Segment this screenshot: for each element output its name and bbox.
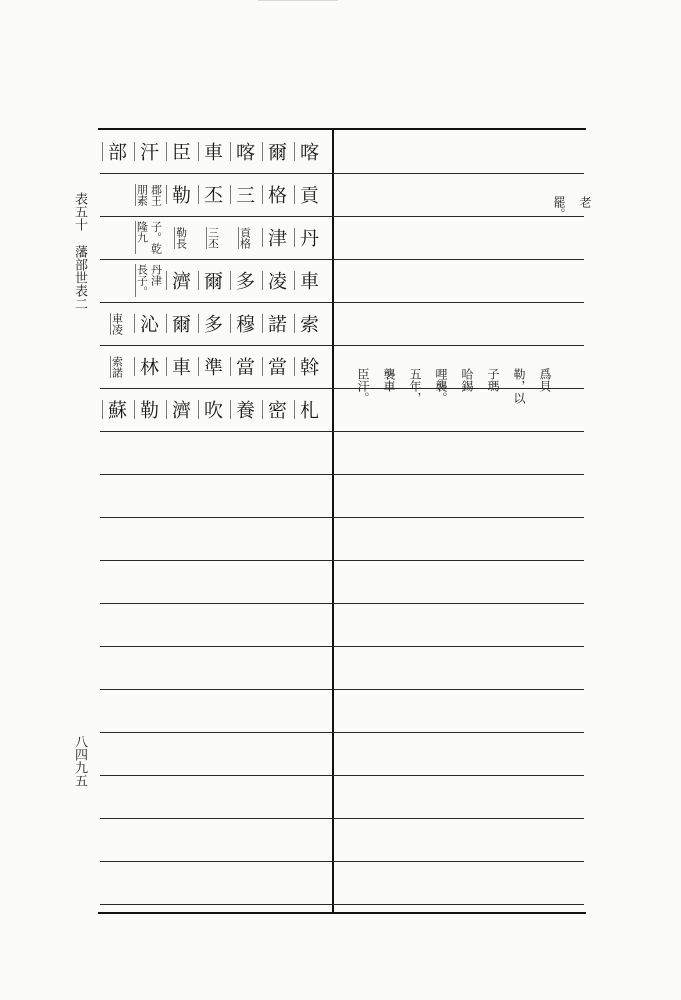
table-cell: [100, 142, 132, 161]
cell-small-line: 索諾: [110, 355, 124, 378]
table-cell: [292, 185, 324, 204]
cell-char: 濟: [166, 271, 194, 290]
cell-char: 凌: [262, 271, 290, 290]
side-title-part1: 表五十: [72, 192, 87, 231]
cell-char: 丕: [198, 185, 226, 204]
note-row6-col4: 哈錫: [460, 368, 474, 392]
table-cell: [196, 185, 228, 204]
cell-char: 斡: [294, 357, 322, 376]
cell-char: 養: [230, 400, 258, 419]
table-cell: [164, 142, 196, 161]
cell-small-line: 隆九: [135, 221, 149, 243]
table-cell: [228, 142, 260, 161]
row-rule: [100, 431, 584, 432]
cell-char: 津: [262, 228, 290, 247]
cell-char: 丹: [294, 228, 322, 247]
note-row1: [540, 196, 592, 220]
cell-small-text: [135, 264, 162, 297]
table-cell: [100, 313, 132, 335]
note-row6-col3: 子瑪: [486, 368, 500, 392]
table-cell: [164, 227, 196, 249]
cell-char: 車: [166, 357, 194, 376]
note-row6-col6: 五年，: [408, 368, 422, 404]
cell-char: 索: [294, 314, 322, 333]
table-cell: [196, 357, 228, 376]
cell-char: 車: [198, 142, 226, 161]
table-cell: [292, 228, 324, 247]
table-row: [100, 345, 332, 388]
table-cell: [100, 356, 132, 378]
side-title-part2: 藩部世表二: [72, 245, 87, 310]
scan-edge-line: [258, 0, 338, 1]
cell-char: 當: [262, 357, 290, 376]
cell-char: 爾: [166, 314, 194, 333]
table-row: [100, 302, 332, 345]
table-cell: [260, 271, 292, 290]
cell-small-line: 長子。: [135, 264, 149, 297]
table-cell: [260, 400, 292, 419]
note-row6-col2: 勒，以: [512, 368, 526, 404]
note-row6-col1: 爲貝: [538, 368, 552, 392]
table-row: [100, 216, 332, 259]
row-rule: [100, 861, 584, 862]
cell-char: 濟: [166, 400, 194, 419]
cell-small-line: 郡王: [149, 183, 163, 206]
cell-char: 三: [230, 185, 258, 204]
cell-char: 勒: [134, 400, 162, 419]
table-row: [100, 130, 332, 173]
table-cell: [132, 142, 164, 161]
table-cell: [132, 264, 164, 297]
table-cell: [260, 142, 292, 161]
cell-char: 喀: [294, 142, 322, 161]
cell-small-text: [174, 227, 187, 249]
cell-char: 林: [134, 357, 162, 376]
cell-small-text: [135, 184, 162, 206]
cell-char: 穆: [230, 314, 258, 333]
table-cell: [100, 400, 132, 419]
table-cell: [164, 314, 196, 333]
table-cell: [164, 271, 196, 290]
cell-char: 部: [102, 142, 130, 161]
cell-char: 蘇: [102, 400, 130, 419]
table-cell: [260, 314, 292, 333]
cell-char: 沁: [134, 314, 162, 333]
table-cell: [132, 184, 164, 206]
table-row: [100, 388, 332, 431]
note-row6-col5: 哩襲。: [434, 368, 448, 404]
table-cell: [196, 227, 228, 249]
row-rule: [100, 818, 584, 819]
table-cell: [164, 400, 196, 419]
table-cell: [196, 400, 228, 419]
cell-small-line: 丹津: [149, 264, 163, 286]
row-rule: [100, 646, 584, 647]
cell-small-text: [206, 227, 219, 249]
cell-char: 密: [262, 400, 290, 419]
note-row6-col7: 襲車: [382, 368, 396, 392]
cell-char: 臣: [166, 142, 194, 161]
table-cell: [164, 357, 196, 376]
row-rule: [100, 689, 584, 690]
side-title: [70, 192, 88, 310]
cell-char: 多: [230, 271, 258, 290]
row-rule: [100, 732, 584, 733]
table-cell: [292, 142, 324, 161]
table-row: [100, 173, 332, 216]
cell-char: 當: [230, 357, 258, 376]
cell-small-text: [110, 356, 123, 378]
table-cell: [292, 357, 324, 376]
table-cell: [292, 400, 324, 419]
cell-char: 車: [294, 271, 322, 290]
table-cell: [228, 314, 260, 333]
table-cell: [292, 271, 324, 290]
cell-small-line: 貢格: [238, 226, 252, 249]
cell-char: 準: [198, 357, 226, 376]
row-rule: [100, 474, 584, 475]
cell-small-line: 三丕: [206, 226, 220, 249]
cell-char: 爾: [262, 142, 290, 161]
cell-small-line: 車凌: [110, 312, 124, 335]
cell-char: 爾: [198, 271, 226, 290]
cell-char: 格: [262, 185, 290, 204]
cell-small-line: 朋素: [135, 183, 149, 206]
cell-small-text: [238, 227, 251, 249]
cell-small-text: [110, 313, 123, 335]
row-rule: [100, 603, 584, 604]
cell-char: 勒: [166, 185, 194, 204]
table-cell: [228, 357, 260, 376]
cell-small-text: [135, 221, 162, 254]
page-number-text: 八四九五: [72, 735, 87, 787]
table-cell: [132, 357, 164, 376]
page-number: [70, 735, 88, 787]
table-cell: [164, 185, 196, 204]
cell-char: 諾: [262, 314, 290, 333]
cell-char: 多: [198, 314, 226, 333]
cell-small-line: 勒長: [174, 226, 188, 249]
note-row6-col8: 臣汗。: [356, 368, 370, 404]
table-cell: [228, 227, 260, 249]
cell-char: 吹: [198, 400, 226, 419]
table-cell: [196, 314, 228, 333]
table-cell: [196, 142, 228, 161]
table-cell: [228, 400, 260, 419]
note-row1-col2: 罷。: [552, 196, 566, 220]
table-cell: [228, 185, 260, 204]
cell-char: 貢: [294, 185, 322, 204]
row-rule: [100, 775, 584, 776]
table-bottom-border: [98, 912, 586, 914]
cell-char: 札: [294, 400, 322, 419]
note-row6: [344, 368, 552, 404]
note-row1-col1: 老: [578, 196, 592, 208]
table-cell: [260, 185, 292, 204]
table-cell: [132, 221, 164, 254]
cell-char: 喀: [230, 142, 258, 161]
table-cell: [132, 400, 164, 419]
table-cell: [292, 314, 324, 333]
table-column-divider: [332, 130, 334, 912]
row-rule: [100, 517, 584, 518]
row-rule: [100, 560, 584, 561]
table-cell: [132, 314, 164, 333]
table-cell: [196, 271, 228, 290]
cell-char: 汗: [134, 142, 162, 161]
table-cell: [228, 271, 260, 290]
cell-small-line: 子。乾: [149, 221, 163, 254]
table-row: [100, 259, 332, 302]
table-cell: [260, 228, 292, 247]
row-rule: [100, 904, 584, 905]
table-cell: [260, 357, 292, 376]
